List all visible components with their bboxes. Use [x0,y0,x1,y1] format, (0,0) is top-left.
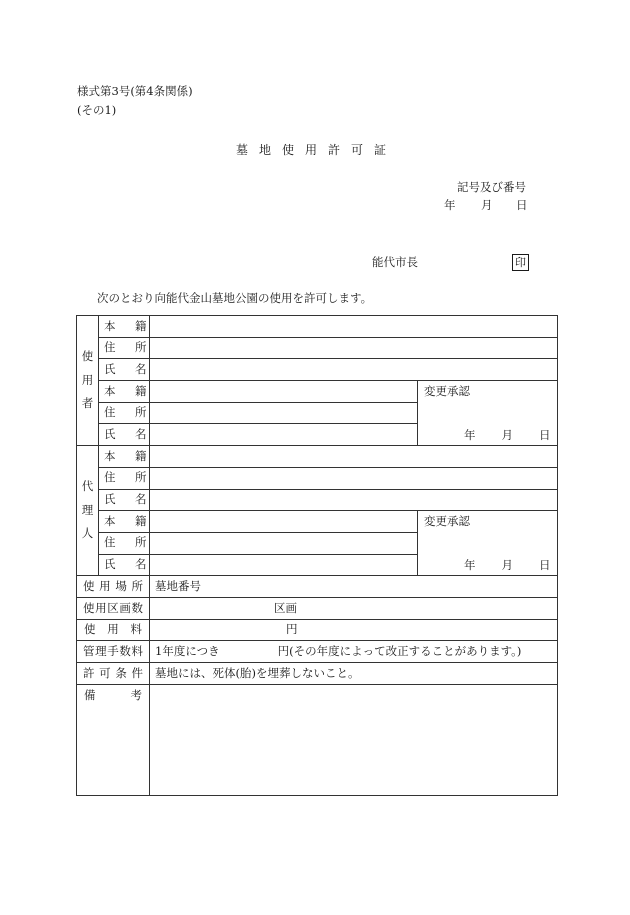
mgmt-fee-suffix: 円(その年度によって改正することがあります。) [277,643,522,658]
intro-text: 次のとおり向能代金山墓地公園の使用を許可します。 [97,291,373,305]
mgmt-fee-field[interactable] [150,641,558,663]
form-number: 様式第3号(第4条関係) [77,84,193,98]
agent-change-jusho-label: 住 所 [99,532,150,554]
agent-jusho-label: 住 所 [99,467,150,489]
sub-number: (その1) [77,103,117,117]
condition-value: 墓地には、死体(胎)を埋葬しないこと。 [155,665,360,680]
agent-honseki-row [77,446,558,468]
approval-label: 変更承認 [424,384,470,399]
mgmt-fee-label: 管理手数料 [77,641,150,663]
plots-field[interactable] [150,597,558,619]
user-change-shimei-field[interactable] [150,424,418,446]
approval-date: 年 月 日 [464,427,551,442]
user-group-label: 使 用 者 [77,316,99,446]
user-change-honseki-label: 本 籍 [99,381,150,403]
page-title: 墓地使用許可証 [236,143,398,157]
user-honseki-row [77,316,558,338]
remarks-row [77,684,558,795]
agent-change-honseki-row [77,511,558,533]
agent-shimei-field[interactable] [150,489,558,511]
location-value: 墓地番号 [155,578,201,593]
mayor-title: 能代市長 [372,255,418,269]
user-change-shimei-label: 氏 名 [99,424,150,446]
approval-label: 変更承認 [424,514,470,529]
remarks-field[interactable] [150,684,558,795]
agent-change-jusho-field[interactable] [150,532,418,554]
location-label: 使用場所 [77,576,150,598]
location-field[interactable] [150,576,558,598]
agent-group-label: 代 理 人 [77,446,99,576]
agent-shimei-row [77,489,558,511]
agent-change-shimei-field[interactable] [150,554,418,576]
agent-change-shimei-label: 氏 名 [99,554,150,576]
user-jusho-label: 住 所 [99,337,150,359]
remarks-label: 備考 [77,684,150,795]
agent-honseki-field[interactable] [150,446,558,468]
fee-field[interactable] [150,619,558,641]
user-change-honseki-row [77,381,558,403]
agent-jusho-field[interactable] [150,467,558,489]
user-change-jusho-field[interactable] [150,402,418,424]
plots-row [77,597,558,619]
mgmt-fee-row [77,641,558,663]
issue-year: 年 [444,198,456,212]
agent-honseki-label: 本 籍 [99,446,150,468]
approval-date: 年 月 日 [464,557,551,572]
user-shimei-field[interactable] [150,359,558,381]
plots-unit: 区画 [274,600,297,615]
permit-form-table [76,315,558,796]
agent-jusho-row [77,467,558,489]
user-change-jusho-label: 住 所 [99,402,150,424]
user-honseki-label: 本 籍 [99,316,150,338]
user-change-approval[interactable] [418,381,558,446]
plots-label: 使用区画数 [77,597,150,619]
mgmt-fee-prefix: 1年度につき [155,643,220,658]
location-row [77,576,558,598]
agent-change-honseki-field[interactable] [150,511,418,533]
issue-day: 日 [516,198,528,212]
record-number-label: 記号及び番号 [457,180,526,194]
user-jusho-row [77,337,558,359]
agent-change-honseki-label: 本 籍 [99,511,150,533]
user-jusho-field[interactable] [150,337,558,359]
condition-field[interactable] [150,663,558,685]
fee-label: 使用料 [77,619,150,641]
fee-row [77,619,558,641]
user-honseki-field[interactable] [150,316,558,338]
fee-unit: 円 [286,622,298,637]
seal-mark: 印 [512,254,529,271]
agent-change-approval[interactable] [418,511,558,576]
user-shimei-label: 氏 名 [99,359,150,381]
condition-row [77,663,558,685]
agent-shimei-label: 氏 名 [99,489,150,511]
user-shimei-row [77,359,558,381]
user-change-honseki-field[interactable] [150,381,418,403]
issue-month: 月 [481,198,493,212]
condition-label: 許可条件 [77,663,150,685]
